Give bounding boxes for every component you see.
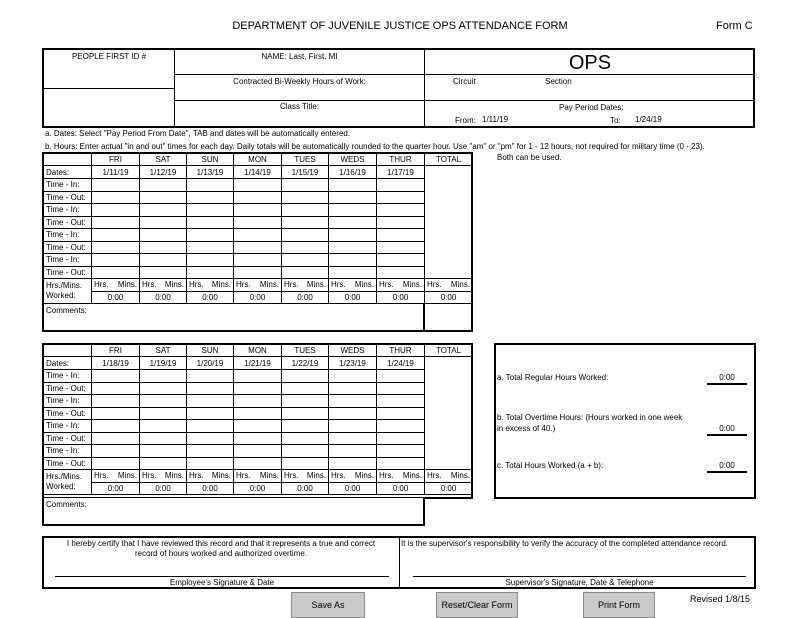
week1-worked: 0:00 [140, 291, 187, 304]
week1-table: FRI SAT SUN MON TUES WEDS THUR TOTAL Dates: 1/11/19 1/12/19 1/13/19 1/14/19 1/15/19 1/16/19 1/17/19 Time - In: Time - Out: Time - In: Time - Out: Time - In: Time - Out: Time - In: Time - Out: Hrs./Mins. Worked: Hrs. Mins. Hrs. Mins. Hrs. Mins. Hrs. Mins. Hrs. Mins. Hrs. Mins. Hrs. Mins. Hrs. Mins. 0:00 0:00 0:00 0:00 0:00 0:00 0:00 0:00 [43, 153, 473, 304]
time-input[interactable] [377, 204, 425, 217]
week2-worked: 0:00 [377, 482, 425, 495]
time-input[interactable] [234, 191, 282, 204]
time-input[interactable] [377, 395, 425, 408]
week2-day-weds: WEDS [329, 345, 377, 357]
revised-label: Revised 1/8/15 [690, 594, 751, 604]
time-input[interactable] [329, 432, 377, 445]
week2-date: 1/19/19 [140, 357, 187, 370]
time-input[interactable] [377, 370, 425, 383]
ops-label: OPS [568, 52, 612, 74]
time-input[interactable] [329, 457, 377, 470]
form-title: DEPARTMENT OF JUVENILE JUSTICE OPS ATTENDANCE FORM [232, 20, 568, 32]
time-input[interactable] [140, 204, 187, 217]
time-input[interactable] [377, 407, 425, 420]
week1-day-mon: MON [234, 154, 282, 166]
from-date[interactable]: 1/11/19 [482, 115, 509, 124]
time-out-label: Time - Out: [44, 382, 92, 395]
form-code: Form C [716, 20, 753, 32]
week1-day-fri: FRI [92, 154, 140, 166]
week1-worked: 0:00 [234, 291, 282, 304]
summary-c-label: c. Total Hours Worked (a + b): [497, 461, 604, 470]
time-input[interactable] [234, 241, 282, 254]
time-input[interactable] [329, 266, 377, 279]
time-input[interactable] [377, 191, 425, 204]
summary-a-label: a. Total Regular Hours Worked: [497, 373, 609, 382]
week1-total-header: TOTAL [425, 154, 473, 166]
week1-worked: 0:00 [329, 291, 377, 304]
time-input[interactable] [92, 457, 140, 470]
time-input[interactable] [234, 382, 282, 395]
employee-signature-field[interactable] [55, 562, 389, 575]
save-as-button[interactable]: Save As [291, 592, 365, 618]
time-input[interactable] [234, 179, 282, 192]
time-input[interactable] [234, 445, 282, 458]
week2-date: 1/23/19 [329, 357, 377, 370]
week1-total-cell [425, 166, 473, 279]
time-input[interactable] [329, 445, 377, 458]
time-input[interactable] [140, 407, 187, 420]
time-input[interactable] [187, 179, 234, 192]
time-input[interactable] [92, 420, 140, 433]
instruction-b-note: Both can be used. [497, 153, 562, 162]
week1-date: 1/17/19 [377, 166, 425, 179]
week2-total-cell [425, 357, 473, 470]
time-input[interactable] [282, 420, 329, 433]
time-input[interactable] [187, 395, 234, 408]
time-input[interactable] [187, 191, 234, 204]
week2-worked: 0:00 [140, 482, 187, 495]
time-input[interactable] [234, 254, 282, 267]
time-input[interactable] [329, 179, 377, 192]
time-input[interactable] [377, 432, 425, 445]
time-input[interactable] [282, 216, 329, 229]
supervisor-text: It is the supervisor's responsibility to verify the accuracy of the completed attendance record. [401, 539, 729, 548]
time-input[interactable] [140, 420, 187, 433]
summary-b-label-2: in excess of 40.) [497, 424, 556, 433]
time-input[interactable] [329, 420, 377, 433]
time-input[interactable] [92, 370, 140, 383]
time-input[interactable] [329, 382, 377, 395]
week2-day-tues: TUES [282, 345, 329, 357]
circuit-label: Circuit [453, 77, 476, 86]
time-input[interactable] [329, 204, 377, 217]
time-input[interactable] [377, 254, 425, 267]
time-input[interactable] [329, 370, 377, 383]
week2-total: 0:00 [425, 482, 473, 495]
time-input[interactable] [329, 254, 377, 267]
time-input[interactable] [92, 179, 140, 192]
time-input[interactable] [282, 445, 329, 458]
hrs-mins-label: Hrs./Mins. Worked: [44, 279, 92, 304]
time-input[interactable] [187, 241, 234, 254]
time-input[interactable] [282, 204, 329, 217]
time-input[interactable] [282, 266, 329, 279]
time-input[interactable] [282, 457, 329, 470]
week2-day-mon: MON [234, 345, 282, 357]
time-input[interactable] [140, 266, 187, 279]
week2-total-header: TOTAL [425, 345, 473, 357]
time-in-label: Time - In: [44, 395, 92, 408]
time-input[interactable] [92, 229, 140, 242]
time-in-label: Time - In: [44, 445, 92, 458]
time-input[interactable] [282, 241, 329, 254]
hrs-mins-label: Hrs./Mins. Worked: [44, 470, 92, 495]
people-first-input[interactable] [48, 64, 168, 84]
time-input[interactable] [140, 382, 187, 395]
time-input[interactable] [92, 266, 140, 279]
comments-label: Comments: [46, 500, 87, 509]
week2-day-fri: FRI [92, 345, 140, 357]
time-input[interactable] [329, 241, 377, 254]
instruction-a: a. Dates: Select "Pay Period From Date", TAB and dates will be automatically entered. [45, 129, 351, 138]
week1-comments-box[interactable] [42, 303, 425, 332]
week2-worked: 0:00 [92, 482, 140, 495]
time-out-label: Time - Out: [44, 407, 92, 420]
week1-date: 1/14/19 [234, 166, 282, 179]
week1-worked: 0:00 [282, 291, 329, 304]
time-input[interactable] [329, 395, 377, 408]
time-input[interactable] [140, 216, 187, 229]
time-input[interactable] [329, 407, 377, 420]
pay-period-label: Pay Period Dates: [559, 103, 624, 112]
week1-date: 1/11/19 [92, 166, 140, 179]
week2-day-thur: THUR [377, 345, 425, 357]
time-input[interactable] [92, 432, 140, 445]
week1-dates-label: Dates: [44, 166, 92, 179]
time-input[interactable] [140, 241, 187, 254]
time-input[interactable] [234, 420, 282, 433]
time-input[interactable] [377, 179, 425, 192]
time-input[interactable] [234, 229, 282, 242]
time-input[interactable] [140, 191, 187, 204]
time-input[interactable] [140, 370, 187, 383]
employee-signature-label: Employee's Signature & Date [169, 578, 275, 587]
time-out-label: Time - Out: [44, 266, 92, 279]
time-input[interactable] [187, 457, 234, 470]
week1-worked: 0:00 [187, 291, 234, 304]
time-input[interactable] [282, 432, 329, 445]
time-input[interactable] [329, 191, 377, 204]
time-input[interactable] [140, 254, 187, 267]
week2-date: 1/18/19 [92, 357, 140, 370]
week2-dates-label: Dates: [44, 357, 92, 370]
time-out-label: Time - Out: [44, 457, 92, 470]
time-input[interactable] [92, 191, 140, 204]
time-input[interactable] [140, 432, 187, 445]
time-input[interactable] [377, 445, 425, 458]
week1-total: 0:00 [425, 291, 473, 304]
week1-day-tues: TUES [282, 154, 329, 166]
time-input[interactable] [140, 229, 187, 242]
week1-day-weds: WEDS [329, 154, 377, 166]
time-input[interactable] [282, 229, 329, 242]
time-input[interactable] [234, 370, 282, 383]
time-input[interactable] [187, 407, 234, 420]
name-label: NAME: Last, First, MI [261, 52, 338, 61]
reset-clear-button[interactable]: Reset/Clear Form [436, 592, 518, 618]
time-input[interactable] [187, 382, 234, 395]
week1-worked: 0:00 [92, 291, 140, 304]
time-input[interactable] [377, 266, 425, 279]
time-input[interactable] [234, 407, 282, 420]
time-in-label: Time - In: [44, 179, 92, 192]
comments-label: Comments: [46, 306, 87, 315]
time-input[interactable] [187, 266, 234, 279]
time-in-label: Time - In: [44, 229, 92, 242]
to-date: 1/24/19 [635, 115, 662, 124]
summary-a-value: 0:00 [719, 373, 735, 382]
employee-certify-text-2: record of hours worked and authorized overtime. [134, 549, 308, 558]
time-input[interactable] [234, 216, 282, 229]
time-out-label: Time - Out: [44, 216, 92, 229]
time-input[interactable] [187, 204, 234, 217]
time-input[interactable] [140, 445, 187, 458]
time-out-label: Time - Out: [44, 241, 92, 254]
time-input[interactable] [187, 445, 234, 458]
time-in-label: Time - In: [44, 254, 92, 267]
time-input[interactable] [329, 216, 377, 229]
week2-date: 1/21/19 [234, 357, 282, 370]
summary-b-label-1: b. Total Overtime Hours: (Hours worked in one week [497, 413, 683, 422]
time-input[interactable] [282, 370, 329, 383]
time-input[interactable] [282, 179, 329, 192]
week2-worked: 0:00 [282, 482, 329, 495]
time-input[interactable] [92, 445, 140, 458]
time-input[interactable] [187, 254, 234, 267]
summary-b-value: 0:00 [719, 424, 735, 433]
time-input[interactable] [92, 204, 140, 217]
instruction-b: b. Hours: Enter actual "in and out" times for each day. Daily totals will be automatically rounded to the quarter hour. Use "am" or "pm" for 1 - 12 hours, not required for military time (0 - 23). [45, 142, 705, 151]
time-input[interactable] [187, 229, 234, 242]
week1-day-thur: THUR [377, 154, 425, 166]
time-input[interactable] [187, 370, 234, 383]
time-input[interactable] [377, 216, 425, 229]
week2-worked: 0:00 [234, 482, 282, 495]
time-input[interactable] [140, 457, 187, 470]
time-input[interactable] [92, 216, 140, 229]
week2-day-sat: SAT [140, 345, 187, 357]
week2-comments-box[interactable] [42, 497, 425, 526]
week2-worked: 0:00 [187, 482, 234, 495]
week2-table: FRI SAT SUN MON TUES WEDS THUR TOTAL Dates: 1/18/19 1/19/19 1/20/19 1/21/19 1/22/19 1/23/19 1/24/19 Time - In: Time - Out: Time - In: Time - Out: Time - In: Time - Out: Time - In: Time - Out: Hrs./Mins. Worked: Hrs. Mins. Hrs. Mins. Hrs. Mins. Hrs. Mins. Hrs. Mins. Hrs. Mins. Hrs. Mins. Hrs. Mins. 0:00 0:00 0:00 0:00 0:00 0:00 0:00 0:00 [43, 344, 473, 495]
time-input[interactable] [282, 395, 329, 408]
week2-date: 1/22/19 [282, 357, 329, 370]
supervisor-signature-field[interactable] [413, 562, 746, 575]
section-label: Section [545, 77, 572, 86]
week1-date: 1/15/19 [282, 166, 329, 179]
time-input[interactable] [187, 216, 234, 229]
week1-worked: 0:00 [377, 291, 425, 304]
time-in-label: Time - In: [44, 420, 92, 433]
time-input[interactable] [234, 432, 282, 445]
time-input[interactable] [234, 266, 282, 279]
supervisor-signature-label: Supervisor's Signature, Date & Telephone [505, 578, 654, 587]
contracted-hours-label: Contracted Bi-Weekly Hours of Work: [233, 77, 366, 86]
time-input[interactable] [234, 457, 282, 470]
time-input[interactable] [92, 407, 140, 420]
people-first-label: PEOPLE FIRST ID # [71, 52, 147, 61]
time-input[interactable] [377, 382, 425, 395]
time-input[interactable] [92, 241, 140, 254]
time-out-label: Time - Out: [44, 191, 92, 204]
time-input[interactable] [377, 229, 425, 242]
time-input[interactable] [234, 204, 282, 217]
time-input[interactable] [377, 457, 425, 470]
time-input[interactable] [92, 395, 140, 408]
time-out-label: Time - Out: [44, 432, 92, 445]
week2-worked: 0:00 [329, 482, 377, 495]
week1-date: 1/16/19 [329, 166, 377, 179]
time-in-label: Time - In: [44, 370, 92, 383]
time-input[interactable] [140, 179, 187, 192]
week2-date: 1/20/19 [187, 357, 234, 370]
time-input[interactable] [282, 382, 329, 395]
to-label: To: [610, 116, 621, 125]
week2-date: 1/24/19 [377, 357, 425, 370]
time-input[interactable] [282, 407, 329, 420]
class-title-label: Class Title: [279, 102, 320, 111]
time-input[interactable] [187, 432, 234, 445]
time-input[interactable] [140, 395, 187, 408]
from-label: From: [455, 116, 476, 125]
time-input[interactable] [282, 191, 329, 204]
time-input[interactable] [282, 254, 329, 267]
week1-date: 1/12/19 [140, 166, 187, 179]
time-input[interactable] [187, 420, 234, 433]
week1-day-sat: SAT [140, 154, 187, 166]
summary-c-value: 0:00 [719, 461, 735, 470]
employee-certify-text-1: I hereby certify that I have reviewed this record and that it represents a true and correct [66, 539, 376, 548]
time-input[interactable] [92, 382, 140, 395]
week1-day-sun: SUN [187, 154, 234, 166]
week1-date: 1/13/19 [187, 166, 234, 179]
print-form-button[interactable]: Print Form [583, 592, 655, 618]
week2-day-sun: SUN [187, 345, 234, 357]
time-in-label: Time - In: [44, 204, 92, 217]
time-input[interactable] [329, 229, 377, 242]
time-input[interactable] [234, 395, 282, 408]
time-input[interactable] [377, 420, 425, 433]
time-input[interactable] [92, 254, 140, 267]
time-input[interactable] [377, 241, 425, 254]
